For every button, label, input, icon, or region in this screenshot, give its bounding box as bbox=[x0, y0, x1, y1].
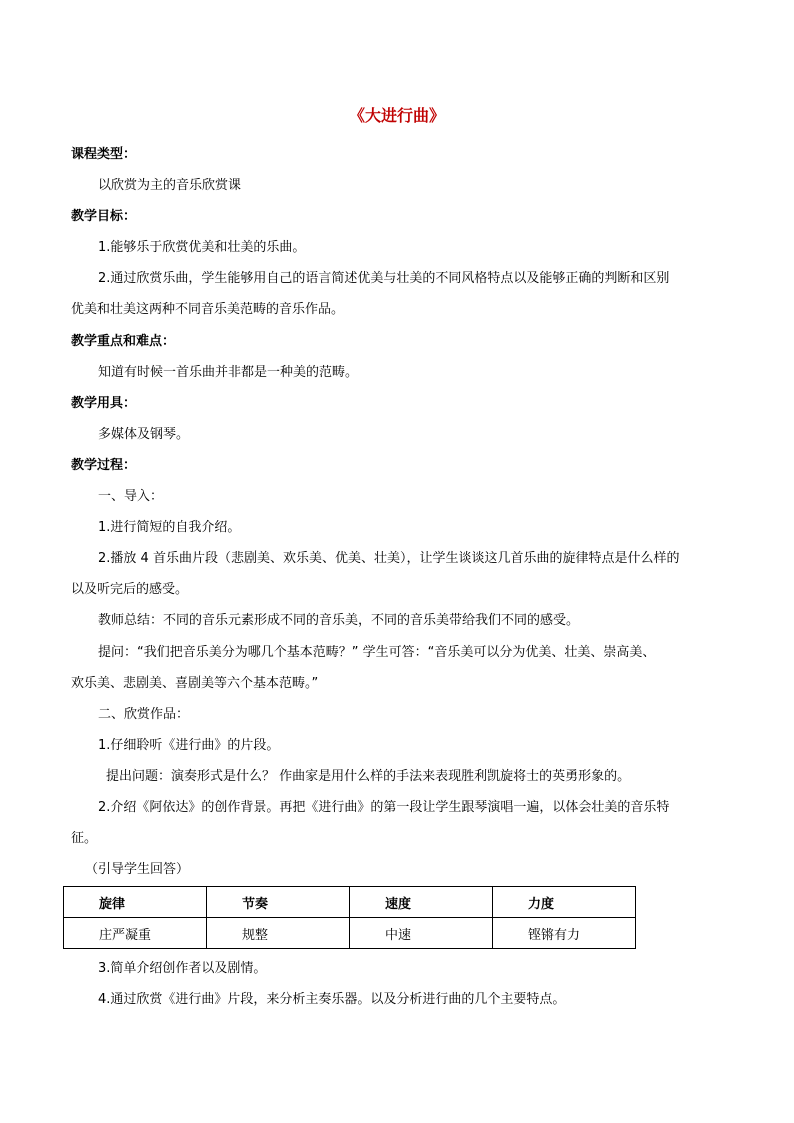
part-2-title: 二、欣赏作品： bbox=[98, 707, 190, 722]
part-2-item-2-line-1: 2.介绍《阿依达》的创作背景。再把《进行曲》的第一段让学生跟琴演唱一遍，以体会壮美的音乐特 bbox=[98, 800, 670, 815]
part-1-item-2-line-1: 2.播放 4 首乐曲片段（悲剧美、欢乐美、优美、壮美），让学生谈谈这几首乐曲的旋律特点是什么样的 bbox=[98, 551, 680, 566]
course-type-text: 以欣赏为主的音乐欣赏课 bbox=[98, 178, 242, 193]
table-cell: 规整 bbox=[207, 918, 350, 949]
part-1-item-1: 1.进行简短的自我介绍。 bbox=[98, 520, 241, 535]
guide-note: （引导学生回答） bbox=[85, 862, 190, 877]
part-2-item-4: 4.通过欣赏《进行曲》片段，来分析主奏乐器。以及分析进行曲的几个主要特点。 bbox=[98, 992, 566, 1007]
table-header-cell: 节奏 bbox=[207, 887, 350, 918]
part-1-title: 一、导入： bbox=[98, 489, 164, 504]
music-features-table bbox=[63, 886, 636, 949]
part-2-question: 提出问题：演奏形式是什么？ 作曲家是用什么样的手法来表现胜利凯旋将士的英勇形象的。 bbox=[106, 769, 631, 784]
key-points-text: 知道有时候一首乐曲并非都是一种美的范畴。 bbox=[98, 365, 359, 380]
objective-item-2-line-2: 优美和壮美这两种不同音乐美范畴的音乐作品。 bbox=[71, 302, 345, 317]
table-cell: 庄严凝重 bbox=[64, 918, 207, 949]
process-heading: 教学过程： bbox=[71, 458, 137, 473]
document-title: 《大进行曲》 bbox=[348, 106, 445, 125]
table-cell: 中速 bbox=[350, 918, 493, 949]
part-2-item-2-line-2: 征。 bbox=[71, 831, 98, 846]
part-2-item-3: 3.简单介绍创作者以及剧情。 bbox=[98, 961, 267, 976]
table-header-cell: 速度 bbox=[350, 887, 493, 918]
table-header-cell: 力度 bbox=[493, 887, 636, 918]
part-1-item-2-line-2: 以及听完后的感受。 bbox=[71, 582, 189, 597]
key-points-heading: 教学重点和难点： bbox=[71, 334, 176, 349]
table-row bbox=[64, 918, 636, 949]
course-type-heading: 课程类型： bbox=[71, 147, 137, 162]
objective-item-2-line-1: 2.通过欣赏乐曲，学生能够用自己的语言简述优美与壮美的不同风格特点以及能够正确的判断和区别 bbox=[98, 271, 670, 286]
part-2-item-1: 1.仔细聆听《进行曲》的片段。 bbox=[98, 738, 280, 753]
table-header-cell: 旋律 bbox=[64, 887, 207, 918]
objective-item-1: 1.能够乐于欣赏优美和壮美的乐曲。 bbox=[98, 240, 306, 255]
tools-text: 多媒体及钢琴。 bbox=[98, 427, 190, 442]
question-line-1: 提问：“我们把音乐美分为哪几个基本范畴？” 学生可答：“音乐美可以分为优美、壮美、崇高美、 bbox=[98, 645, 656, 660]
question-line-2: 欢乐美、悲剧美、喜剧美等六个基本范畴。” bbox=[71, 676, 319, 691]
table-header-row bbox=[64, 887, 636, 918]
tools-heading: 教学用具： bbox=[71, 396, 137, 411]
table-cell: 铿锵有力 bbox=[493, 918, 636, 949]
teacher-summary: 教师总结：不同的音乐元素形成不同的音乐美，不同的音乐美带给我们不同的感受。 bbox=[98, 613, 580, 628]
objectives-heading: 教学目标： bbox=[71, 209, 137, 224]
